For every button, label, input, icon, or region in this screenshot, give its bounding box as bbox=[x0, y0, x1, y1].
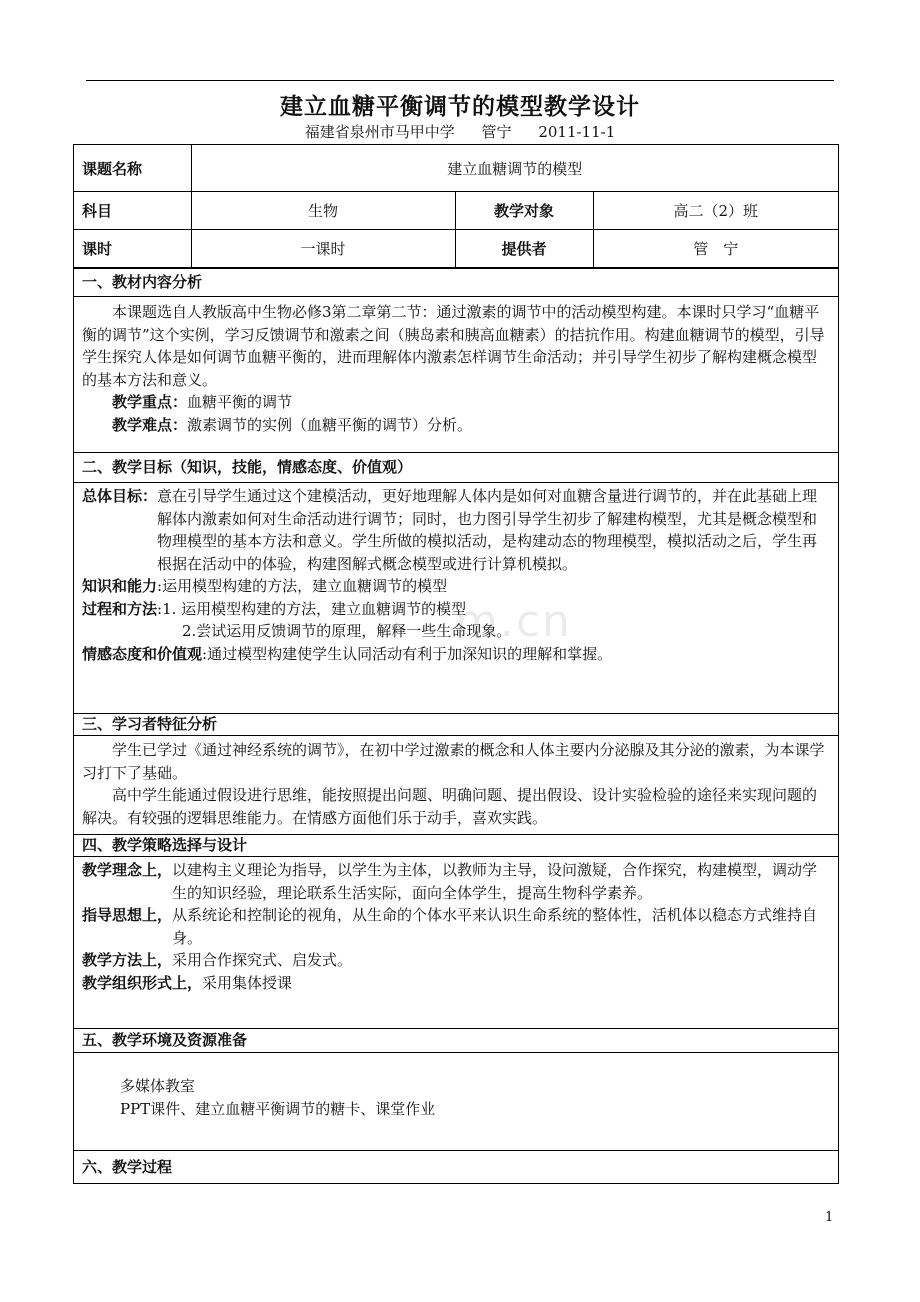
subject-value: 生物 bbox=[191, 192, 455, 230]
section-4-heading: 四、教学策略选择与设计 bbox=[74, 834, 838, 857]
overall-goal bbox=[82, 485, 830, 575]
document-date: 2011-11-1 bbox=[538, 123, 616, 141]
provider-label: 提供者 bbox=[455, 230, 593, 268]
section-5-body bbox=[74, 1075, 838, 1120]
period-value: 一课时 bbox=[191, 230, 455, 268]
section-3-body bbox=[74, 739, 838, 829]
section-1-body bbox=[74, 301, 838, 436]
section-1-heading: 一、教材内容分析 bbox=[74, 268, 838, 297]
teaching-key-label: 教学重点： bbox=[112, 393, 188, 411]
section-6-heading: 六、教学过程 bbox=[74, 1150, 838, 1185]
document-title: 建立血糖平衡调节的模型教学设计 bbox=[280, 94, 640, 120]
section-3-heading: 三、学习者特征分析 bbox=[74, 713, 838, 736]
knowledge-goal bbox=[82, 575, 830, 598]
watermark: m.cn bbox=[455, 596, 572, 647]
section-2-heading: 二、教学目标（知识，技能，情感态度、价值观） bbox=[74, 452, 838, 483]
resource-line-1: 多媒体教室 bbox=[120, 1077, 196, 1095]
guiding-thought bbox=[82, 904, 830, 949]
subject-row bbox=[74, 192, 838, 230]
knowledge-goal-label: 知识和能力 bbox=[82, 577, 158, 595]
teaching-idea-value: 以建构主义理论为指导，以学生为主体，以教师为主导，设问激疑，合作探究，构建模型，调动学生的知识经验，理论联系生活实际，面向全体学生，提高生物科学素养。 bbox=[172, 861, 818, 902]
period-label: 课时 bbox=[74, 230, 191, 268]
guiding-thought-label: 指导思想上， bbox=[82, 906, 173, 924]
process-goal-value-2: 2.尝试运用反馈调节的原理，解释一些生命现象。 bbox=[182, 622, 512, 640]
topic-label: 课题名称 bbox=[74, 145, 191, 192]
resource-line-2: PPT课件、建立血糖平衡调节的糖卡、课堂作业 bbox=[120, 1099, 436, 1118]
topic-row bbox=[74, 145, 838, 192]
document-subtitle bbox=[0, 121, 920, 142]
teaching-method bbox=[82, 949, 830, 972]
page-number: 1 bbox=[825, 1210, 834, 1225]
teaching-idea-label: 教学理念上， bbox=[82, 861, 173, 879]
process-goal-label: 过程和方法 bbox=[82, 599, 158, 618]
meta-table bbox=[74, 145, 838, 268]
teaching-form-label: 教学组织形式上， bbox=[82, 973, 203, 992]
emotion-goal-value: :通过模型构建使学生认同活动有利于加深知识的理解和掌握。 bbox=[202, 644, 613, 663]
period-row bbox=[74, 230, 838, 268]
teaching-difficulty bbox=[82, 414, 830, 437]
teaching-method-value: 采用合作探究式、启发式。 bbox=[172, 951, 353, 969]
guiding-thought-value: 从系统论和控制论的视角，从生命的个体水平来认识生命系统的整体性，活机体以稳态方式维持自身。 bbox=[172, 906, 818, 947]
lesson-plan-table bbox=[73, 144, 839, 1184]
section-2-body bbox=[74, 485, 838, 665]
overall-goal-label: 总体目标： bbox=[82, 487, 158, 505]
process-goal bbox=[82, 598, 830, 621]
overall-goal-value: 意在引导学生通过这个建模活动，更好地理解人体内是如何对血糖含量进行调节的，并在此基础上理解体内激素如何对生命活动进行调节；同时，也力图引导学生初步了解建构模型，尤其是概念模型和物理模型的基本方法和意义。学生所做的模拟活动，是构建动态的物理模型，模拟活动之后，学生再根据在活动中的体验，构建图解式概念模型或进行计算机模拟。 bbox=[157, 487, 818, 573]
teaching-form-value: 采用集体授课 bbox=[202, 973, 293, 992]
learner-paragraph-2: 高中学生能通过假设进行思维，能按照提出问题、明确问题、提出假设、设计实验检验的途径来实现问题的解决。有较强的逻辑思维能力。在情感方面他们乐于动手，喜欢实践。 bbox=[82, 786, 818, 827]
subject-label: 科目 bbox=[74, 192, 191, 230]
section-1-paragraph: 本课题选自人教版高中生物必修3第二章第二节：通过激素的调节中的活动模型构建。本课时只学习“血糖平衡的调节”这个实例，学习反馈调节和激素之间（胰岛素和胰高血糖素）的拮抗作用。构建血糖调节的模型，引导学生探究人体是如何调节血糖平衡的，进而理解体内激素怎样调节生命活动；并引导学生初步了解构建概念模型的基本方法和意义。 bbox=[82, 303, 825, 389]
knowledge-goal-value: :运用模型构建的方法，建立血糖调节的模型 bbox=[157, 577, 448, 595]
teaching-difficulty-label: 教学难点： bbox=[112, 415, 188, 434]
top-rule bbox=[86, 80, 834, 81]
emotion-goal bbox=[82, 643, 830, 666]
teaching-difficulty-value: 激素调节的实例（血糖平衡的调节）分析。 bbox=[187, 415, 473, 434]
section-4-body bbox=[74, 859, 838, 994]
process-goal-value-1: :1. 运用模型构建的方法，建立血糖调节的模型 bbox=[157, 599, 467, 618]
emotion-goal-label: 情感态度和价值观 bbox=[82, 644, 203, 663]
audience-value: 高二（2）班 bbox=[593, 192, 838, 230]
topic-value: 建立血糖调节的模型 bbox=[191, 145, 838, 192]
teaching-key-point bbox=[82, 391, 830, 414]
author-name: 管宁 bbox=[481, 123, 512, 141]
teaching-key-value: 血糖平衡的调节 bbox=[187, 393, 293, 411]
teaching-method-label: 教学方法上， bbox=[82, 951, 173, 969]
provider-value: 管 宁 bbox=[593, 230, 838, 268]
school-name: 福建省泉州市马甲中学 bbox=[304, 123, 455, 141]
teaching-form bbox=[82, 972, 830, 995]
section-5-heading: 五、教学环境及资源准备 bbox=[74, 1028, 838, 1053]
learner-paragraph-1: 学生已学过《通过神经系统的调节》，在初中学过激素的概念和人体主要内分泌腺及其分泌的激素，为本课学习打下了基础。 bbox=[82, 741, 825, 782]
teaching-idea bbox=[82, 859, 830, 904]
audience-label: 教学对象 bbox=[455, 192, 593, 230]
